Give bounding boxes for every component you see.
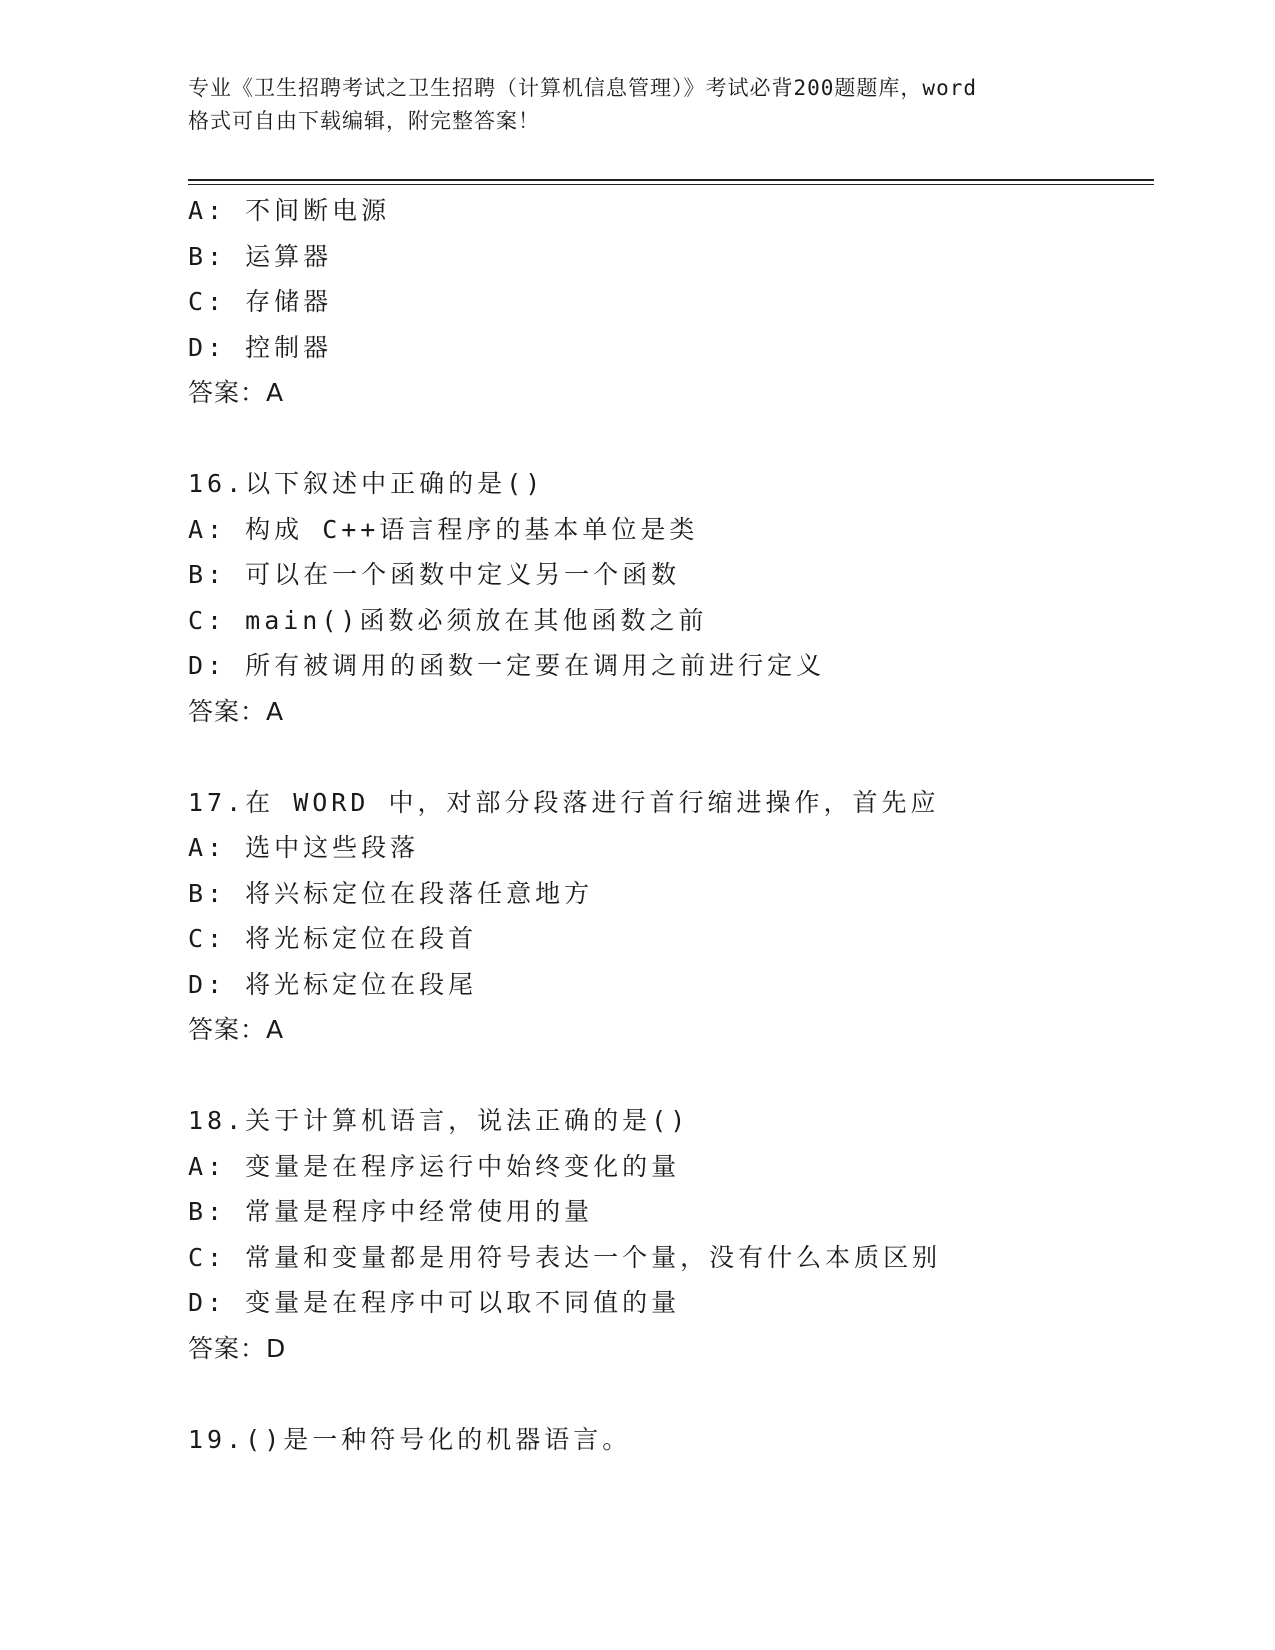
question-block-16 <box>188 461 1148 734</box>
question-stem: 16.以下叙述中正确的是() <box>188 469 545 498</box>
option-b: B: 运算器 <box>188 241 333 271</box>
question-stem: 18.关于计算机语言，说法正确的是() <box>188 1106 690 1135</box>
answer-line: 答案：A <box>188 696 285 726</box>
option-a: A: 变量是在程序运行中始终变化的量 <box>188 1151 681 1181</box>
option-c: C: 常量和变量都是用符号表达一个量，没有什么本质区别 <box>188 1242 942 1272</box>
question-stem: 17.在 WORD 中，对部分段落进行首行缩进操作，首先应 <box>188 787 940 817</box>
option-b: B: 常量是程序中经常使用的量 <box>188 1197 594 1226</box>
header-divider <box>188 179 1154 185</box>
option-a: A: 不间断电源 <box>188 196 391 225</box>
question-block-19 <box>188 1417 1148 1463</box>
option-d: D: 控制器 <box>188 332 333 362</box>
option-c: C: main()函数必须放在其他函数之前 <box>188 605 708 635</box>
question-block-17 <box>188 780 1148 1053</box>
header-line-2: 格式可自由下载编辑，附完整答案！ <box>188 109 540 133</box>
answer-line: 答案：A <box>188 1015 285 1044</box>
spacer <box>188 1053 1148 1099</box>
option-c: C: 存储器 <box>188 287 333 316</box>
option-a: A: 构成 C++语言程序的基本单位是类 <box>188 514 699 544</box>
option-a: A: 选中这些段落 <box>188 833 420 862</box>
spacer <box>188 1371 1148 1417</box>
option-d: D: 变量是在程序中可以取不同值的量 <box>188 1288 681 1317</box>
option-b: B: 可以在一个函数中定义另一个函数 <box>188 560 681 589</box>
spacer <box>188 734 1148 780</box>
option-d: D: 所有被调用的函数一定要在调用之前进行定义 <box>188 651 826 680</box>
option-b: B: 将兴标定位在段落任意地方 <box>188 878 594 908</box>
question-block-15 <box>188 188 1148 416</box>
option-d: D: 将光标定位在段尾 <box>188 969 478 999</box>
spacer <box>188 416 1148 462</box>
header-line-1: 专业《卫生招聘考试之卫生招聘（计算机信息管理）》考试必背200题题库，word <box>188 76 977 100</box>
answer-line: 答案：A <box>188 378 285 407</box>
question-list <box>188 188 1148 1462</box>
question-block-18 <box>188 1098 1148 1371</box>
option-c: C: 将光标定位在段首 <box>188 924 478 953</box>
answer-line: 答案：D <box>188 1333 287 1363</box>
question-stem: 19.()是一种符号化的机器语言。 <box>188 1424 632 1454</box>
document-header <box>188 72 1108 138</box>
